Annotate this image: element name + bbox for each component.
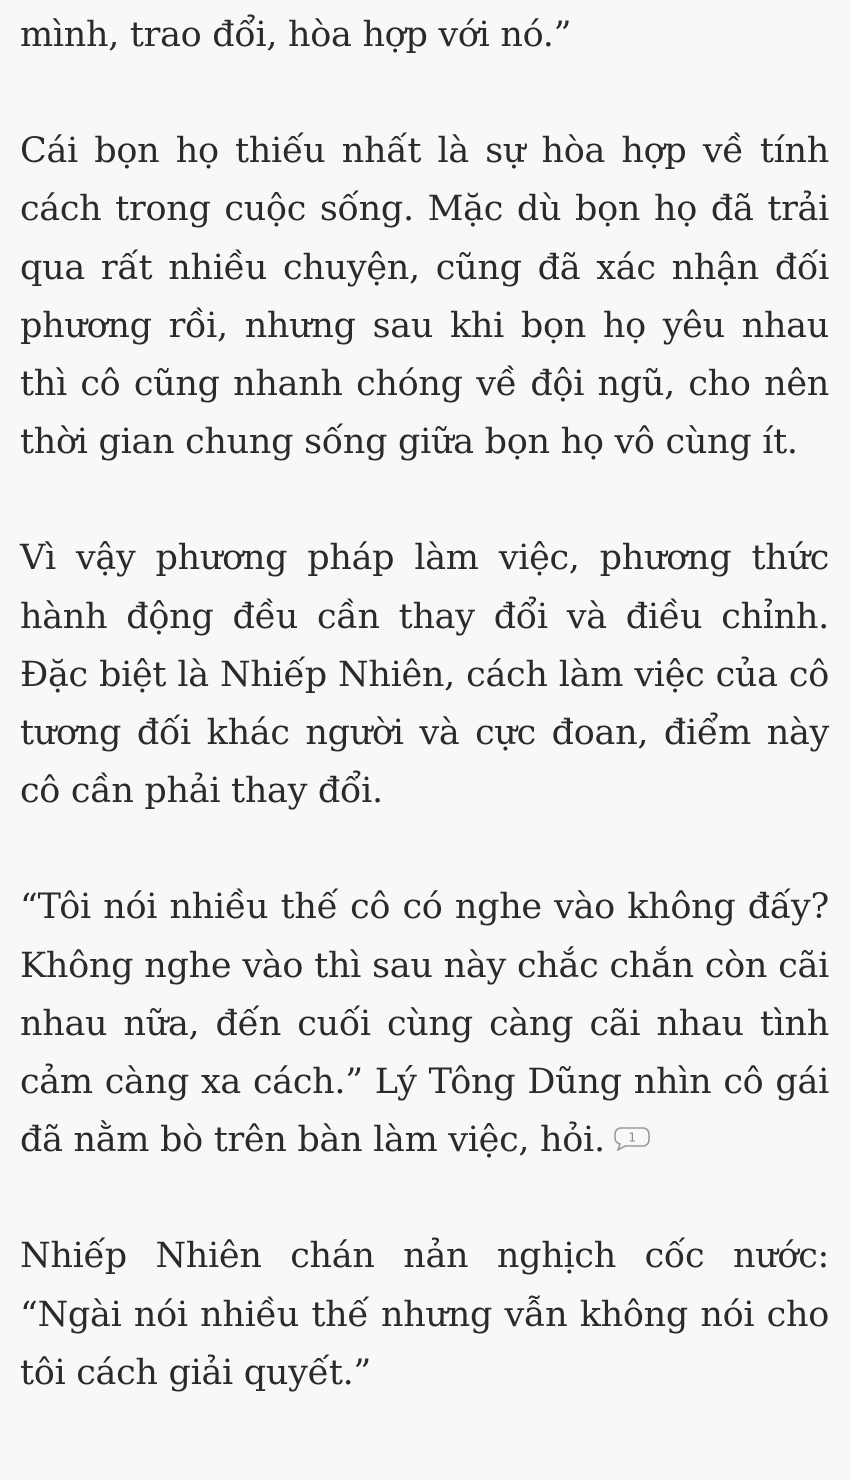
paragraph-5: Nhiếp Nhiên chán nản nghịch cốc nước: “Ngài nói nhiều thế nhưng vẫn không nói cho tôi cách giải quyết.” xyxy=(20,1236,829,1393)
paragraph-2: Cái bọn họ thiếu nhất là sự hòa hợp về tính cách trong cuộc sống. Mặc dù bọn họ đã trải qua rất nhiều chuyện, cũng đã xác nhận đối phương rồi, nhưng sau khi bọn họ yêu nhau thì cô cũng nhanh chóng về đội ngũ, cho nên thời gian chung sống giữa bọn họ vô cùng ít. xyxy=(20,131,829,463)
paragraph-4 xyxy=(20,878,829,1169)
paragraph-comment-button[interactable] xyxy=(613,1125,651,1151)
paragraph-1: mình, trao đổi, hòa hợp với nó.” xyxy=(20,15,572,55)
comment-count: 1 xyxy=(628,1130,636,1145)
paragraph-4-text: “Tôi nói nhiều thế cô có nghe vào không đấy? Không nghe vào thì sau này chắc chắn còn cãi nhau nữa, đến cuối cùng càng cãi nhau tình cảm càng xa cách.” Lý Tông Dũng nhìn cô gái đã nằm bò trên bàn làm việc, hỏi. xyxy=(20,887,829,1161)
comment-bubble-icon xyxy=(613,1125,651,1151)
paragraph-3: Vì vậy phương pháp làm việc, phương thức hành động đều cần thay đổi và điều chỉnh. Đặc biệt là Nhiếp Nhiên, cách làm việc của cô tương đối khác người và cực đoan, điểm này cô cần phải thay đổi. xyxy=(20,538,829,812)
